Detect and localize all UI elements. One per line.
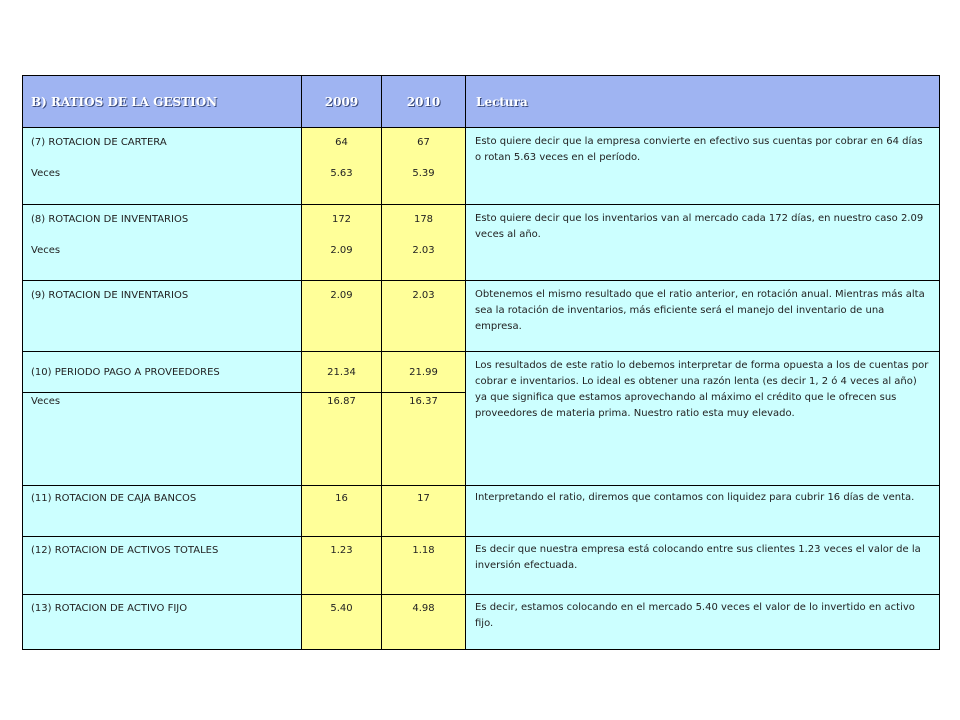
value-2010: 178 xyxy=(413,214,434,225)
ratio-name-cell xyxy=(23,281,302,352)
ratio-name: (13) ROTACION DE ACTIVO FIJO xyxy=(31,603,188,614)
value-2010-cell xyxy=(382,486,466,537)
value-2009-cell xyxy=(302,281,382,352)
value-2010-cell xyxy=(382,281,466,352)
value-2010-cell xyxy=(382,595,466,650)
sub-2009: 2.09 xyxy=(330,245,353,256)
reading-text: Es decir, estamos colocando en el mercado 5.40 veces el valor de lo invertido en activo fijo. xyxy=(475,602,915,629)
value-2009-cell xyxy=(302,595,382,650)
table-row xyxy=(23,128,940,205)
value-2010-cell xyxy=(382,205,466,281)
ratio-name: (9) ROTACION DE INVENTARIOS xyxy=(31,290,189,301)
ratio-sub: Veces xyxy=(31,168,61,179)
ratio-name: (10) PERIODO PAGO A PROVEEDORES xyxy=(31,367,220,378)
ratio-name-cell xyxy=(23,595,302,650)
sub-2009: 5.63 xyxy=(330,168,353,179)
reading-cell xyxy=(466,595,940,650)
value-2009-cell xyxy=(302,486,382,537)
value-2010-cell xyxy=(382,352,466,393)
value-2010: 17 xyxy=(417,493,430,504)
sub-2010-cell xyxy=(382,393,466,486)
ratio-name-cell xyxy=(23,128,302,205)
value-2010: 67 xyxy=(417,137,430,148)
header-year-2010: 2010 xyxy=(382,76,466,128)
reading-cell xyxy=(466,205,940,281)
reading-text: Interpretando el ratio, diremos que contamos con liquidez para cubrir 16 días de venta. xyxy=(475,492,915,503)
value-2010: 21.99 xyxy=(409,367,438,378)
header-reading: Lectura xyxy=(466,76,940,128)
value-2009: 1.23 xyxy=(330,545,353,556)
value-2009-cell xyxy=(302,352,382,393)
header-section: B) RATIOS DE LA GESTION xyxy=(23,76,302,128)
ratio-name: (11) ROTACION DE CAJA BANCOS xyxy=(31,493,197,504)
value-2009: 21.34 xyxy=(327,367,356,378)
ratio-name-cell xyxy=(23,352,302,393)
reading-cell xyxy=(466,486,940,537)
reading-text: Esto quiere decir que los inventarios van al mercado cada 172 días, en nuestro caso 2.09 veces al año. xyxy=(475,213,924,240)
value-2009: 172 xyxy=(331,214,352,225)
ratio-name: (8) ROTACION DE INVENTARIOS xyxy=(31,214,189,225)
value-2010-cell xyxy=(382,537,466,595)
value-2009: 2.09 xyxy=(330,290,353,301)
value-2009-cell xyxy=(302,205,382,281)
reading-text: Obtenemos el mismo resultado que el ratio anterior, en rotación anual. Mientras más alta sea la rotación de inventarios, más eficiente será el manejo del inventario de una empresa. xyxy=(475,289,925,332)
reading-cell xyxy=(466,537,940,595)
value-2010-cell xyxy=(382,128,466,205)
reading-text: Los resultados de este ratio lo debemos interpretar de forma opuesta a los de cuentas por cobrar e inventarios. Lo ideal es obtener una razón lenta (es decir 1, 2 ó 4 veces al año) ya que significa que estamos aprovechando al máximo el crédito que le ofrecen sus proveedores de materia prima. Nuestro ratio esta muy elevado. xyxy=(475,360,929,419)
table-row xyxy=(23,537,940,595)
ratio-name: (12) ROTACION DE ACTIVOS TOTALES xyxy=(31,545,219,556)
ratio-sub: Veces xyxy=(31,396,61,407)
sub-2010: 5.39 xyxy=(412,168,435,179)
table-row xyxy=(23,205,940,281)
ratio-name-cell xyxy=(23,486,302,537)
value-2009: 5.40 xyxy=(330,603,353,614)
reading-cell xyxy=(466,281,940,352)
value-2010: 4.98 xyxy=(412,603,435,614)
value-2010: 2.03 xyxy=(412,290,435,301)
ratios-table xyxy=(22,75,940,650)
sub-2010: 16.37 xyxy=(409,396,438,407)
value-2009: 16 xyxy=(335,493,348,504)
reading-cell xyxy=(466,352,940,486)
reading-text: Es decir que nuestra empresa está colocando entre sus clientes 1.23 veces el valor de la inversión efectuada. xyxy=(475,544,921,571)
sub-2009-cell xyxy=(302,393,382,486)
ratio-sub: Veces xyxy=(31,245,61,256)
reading-cell xyxy=(466,128,940,205)
value-2010: 1.18 xyxy=(412,545,435,556)
table-row xyxy=(23,281,940,352)
reading-text: Esto quiere decir que la empresa convierte en efectivo sus cuentas por cobrar en 64 días o rotan 5.63 veces en el período. xyxy=(475,136,923,163)
table-row xyxy=(23,352,940,393)
table-row xyxy=(23,595,940,650)
ratio-name-cell xyxy=(23,537,302,595)
ratio-name-cell xyxy=(23,205,302,281)
ratio-sub-cell xyxy=(23,393,302,486)
ratio-name: (7) ROTACION DE CARTERA xyxy=(31,137,167,148)
sub-2009: 16.87 xyxy=(327,396,356,407)
table-row xyxy=(23,486,940,537)
header-year-2009: 2009 xyxy=(302,76,382,128)
value-2009-cell xyxy=(302,128,382,205)
value-2009-cell xyxy=(302,537,382,595)
value-2009: 64 xyxy=(335,137,348,148)
header-row xyxy=(23,76,940,128)
sub-2010: 2.03 xyxy=(412,245,435,256)
